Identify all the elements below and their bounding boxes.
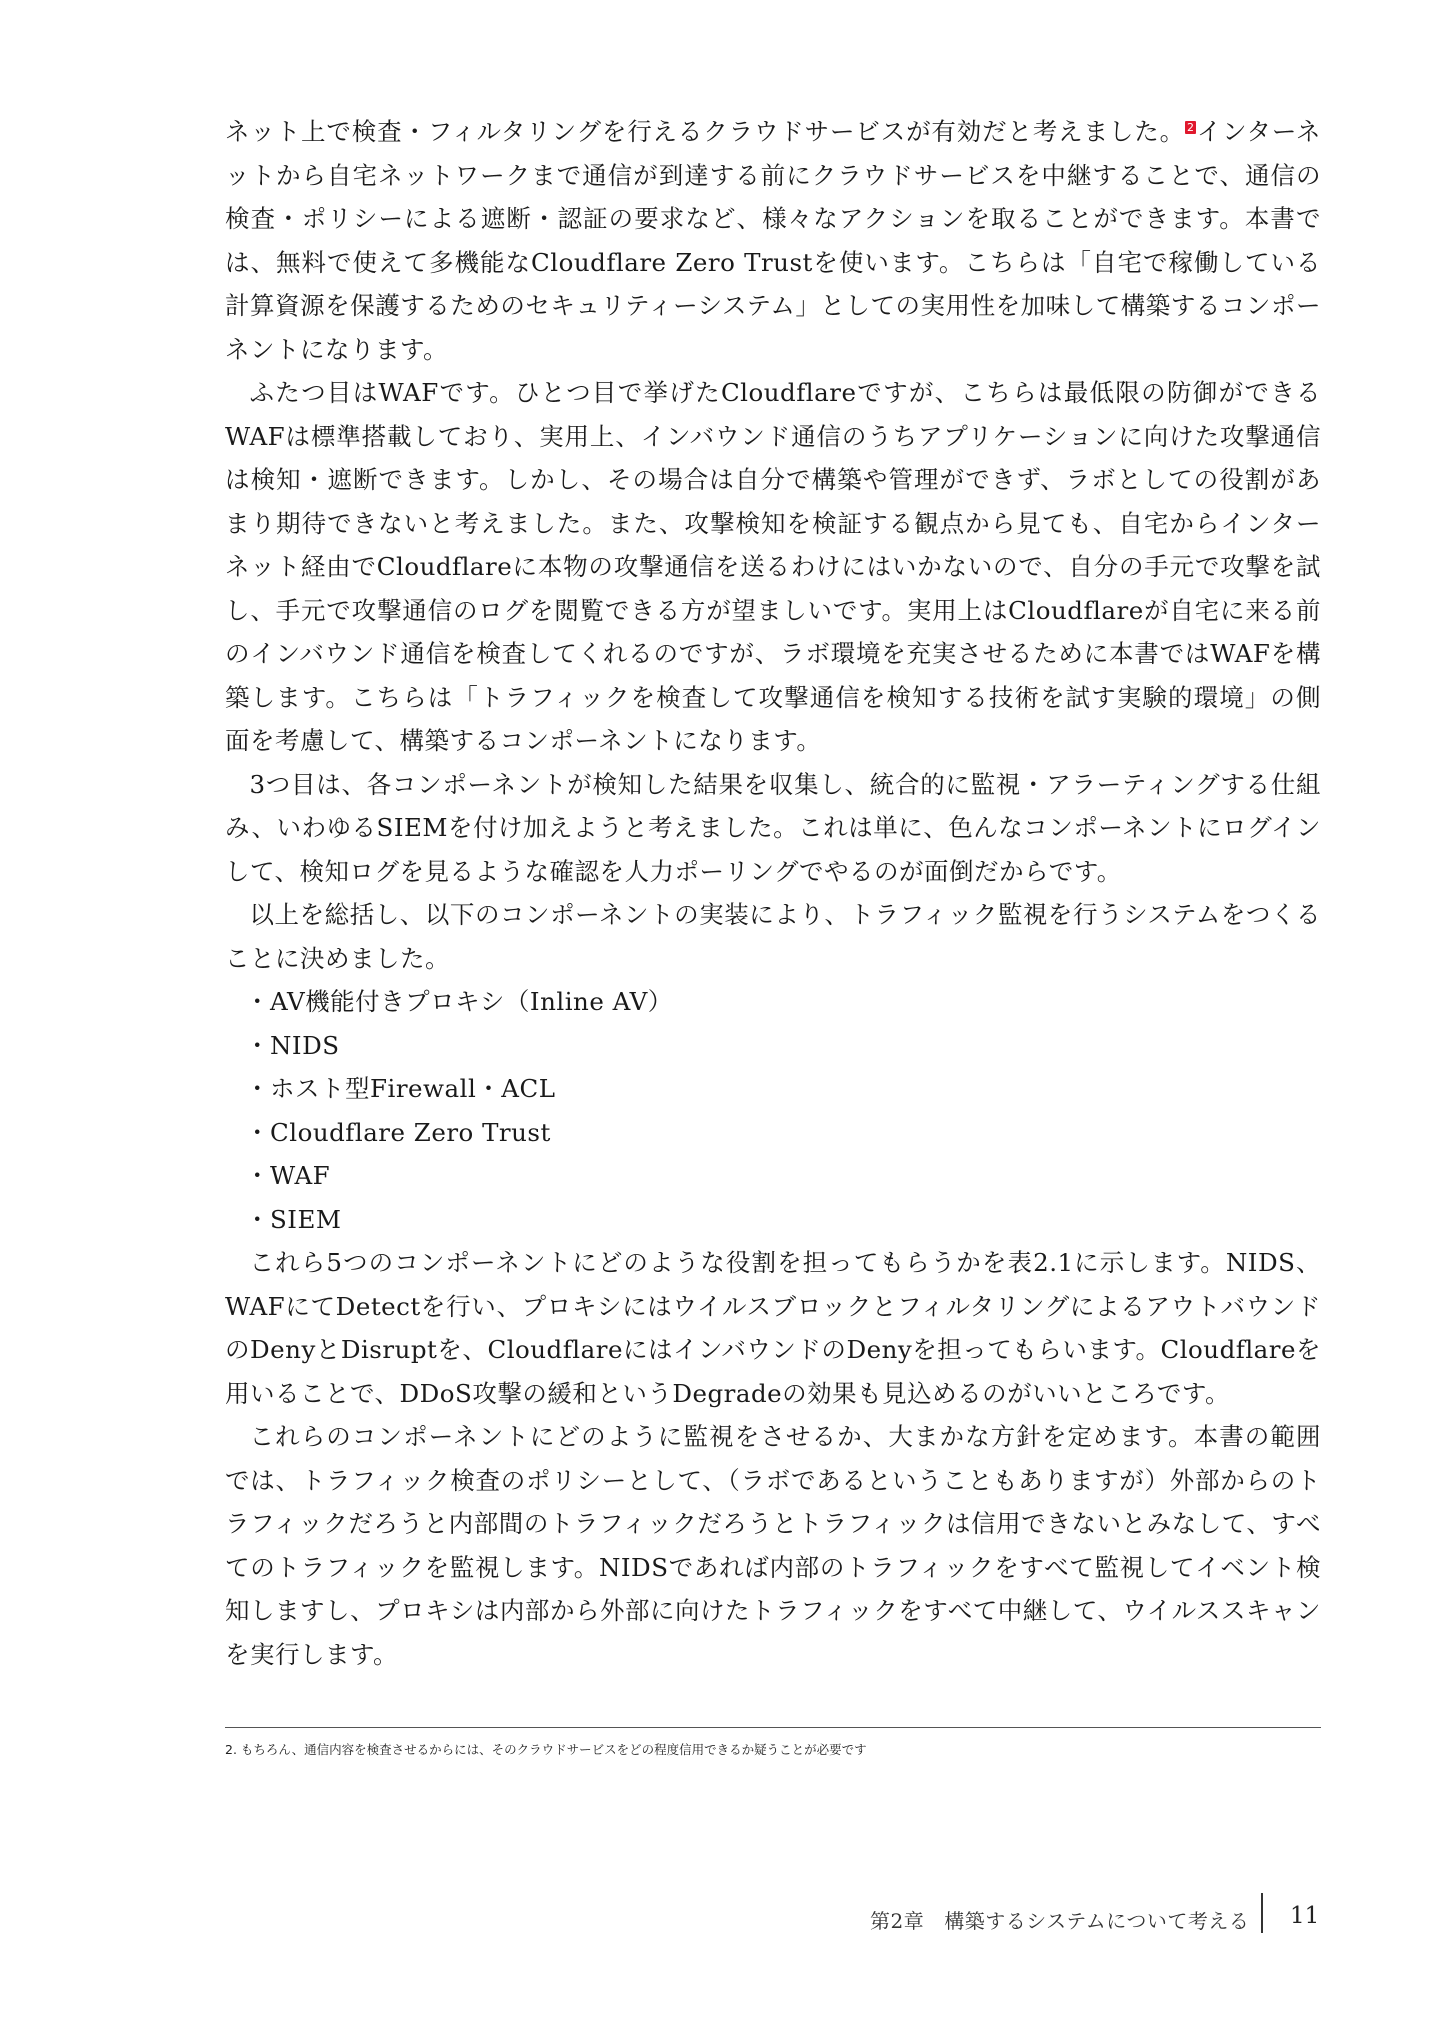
- paragraph-text: ネット上で検査・フィルタリングを行えるクラウドサービスが有効だと考えました。: [225, 117, 1185, 146]
- footnote-divider: [225, 1727, 1321, 1728]
- list-item: ・ホスト型Firewall・ACL: [245, 1074, 556, 1103]
- paragraph-text: インターネットから自宅ネットワークまで通信が到達する前にクラウドサービスを中継することで、通信の検査・ポリシーによる遮断・認証の要求など、様々なアクションを取ることができます。本書では、無料で使えて多機能なCloudflare Zero Trustを使います。こちらは「自宅で稼働している計算資源を保護するためのセキュリティーシステム」としての実用性を加味して構築するコンポーネントになります。: [225, 117, 1321, 364]
- running-footer: [870, 1905, 1249, 1934]
- paragraph-waf: ふたつ目はWAFです。ひとつ目で挙げたCloudflareですが、こちらは最低限の防御ができるWAFは標準搭載しており、実用上、インバウンド通信のうちアプリケーションに向けた攻撃通信は検知・遮断できます。しかし、その場合は自分で構築や管理ができず、ラボとしての役割があまり期待できないと考えました。また、攻撃検知を検証する観点から見ても、自宅からインターネット経由でCloudflareに本物の攻撃通信を送るわけにはいかないので、自分の手元で攻撃を試し、手元で攻撃通信のログを閲覧できる方が望ましいです。実用上はCloudflareが自宅に来る前のインバウンド通信を検査してくれるのですが、ラボ環境を充実させるために本書ではWAFを構築します。こちらは「トラフィックを検査して攻撃通信を検知する技術を試す実験的環境」の側面を考慮して、構築するコンポーネントになります。: [225, 378, 1321, 755]
- page-number: 11: [1290, 1903, 1320, 1929]
- component-list: [225, 980, 1321, 1241]
- list-item: ・Cloudflare Zero Trust: [245, 1117, 551, 1147]
- paragraph-summary: 以上を総括し、以下のコンポーネントの実装により、トラフィック監視を行うシステムをつくることに決めました。: [225, 900, 1321, 973]
- footnote: 2. もちろん、通信内容を検査させるからには、そのクラウドサービスをどの程度信用できるか疑うことが必要です: [225, 1742, 867, 1757]
- chapter-title: 構築するシステムについて考える: [944, 1909, 1250, 1933]
- paragraph-monitoring-policy: これらのコンポーネントにどのように監視をさせるか、大まかな方針を定めます。本書の範囲では、トラフィック検査のポリシーとして、（ラボであるということもありますが）外部からのトラフィックだろうと内部間のトラフィックだろうとトラフィックは信用できないとみなして、すべてのトラフィックを監視します。NIDSであれば内部のトラフィックをすべて監視してイベント検知しますし、プロキシは内部から外部に向けたトラフィックをすべて中継して、ウイルススキャンを実行します。: [225, 1422, 1321, 1669]
- list-item: ・WAF: [245, 1161, 331, 1190]
- main-text: [225, 110, 1321, 1676]
- paragraph-roles: これら5つのコンポーネントにどのような役割を担ってもらうかを表2.1に示します。NIDS、WAFにてDetectを行い、プロキシにはウイルスブロックとフィルタリングによるアウトバウンドのDenyとDisruptを、CloudflareにはインバウンドのDenyを担ってもらいます。Cloudflareを用いることで、DDoS攻撃の緩和というDegradeの効果も見込めるのがいいところです。: [225, 1248, 1321, 1408]
- list-item: ・NIDS: [245, 1030, 340, 1060]
- list-item: ・AV機能付きプロキシ（Inline AV）: [245, 987, 673, 1016]
- list-item: ・SIEM: [245, 1204, 342, 1234]
- footnote-reference-link[interactable]: 2: [1186, 120, 1195, 134]
- footer-divider: [1261, 1893, 1263, 1933]
- paragraph-cloud-service: [225, 110, 1321, 371]
- chapter-number: 第2章: [870, 1909, 925, 1933]
- paragraph-siem: 3つ目は、各コンポーネントが検知した結果を収集し、統合的に監視・アラーティングする仕組み、いわゆるSIEMを付け加えようと考えました。これは単に、色んなコンポーネントにログインして、検知ログを見るような確認を人力ポーリングでやるのが面倒だからです。: [225, 769, 1321, 886]
